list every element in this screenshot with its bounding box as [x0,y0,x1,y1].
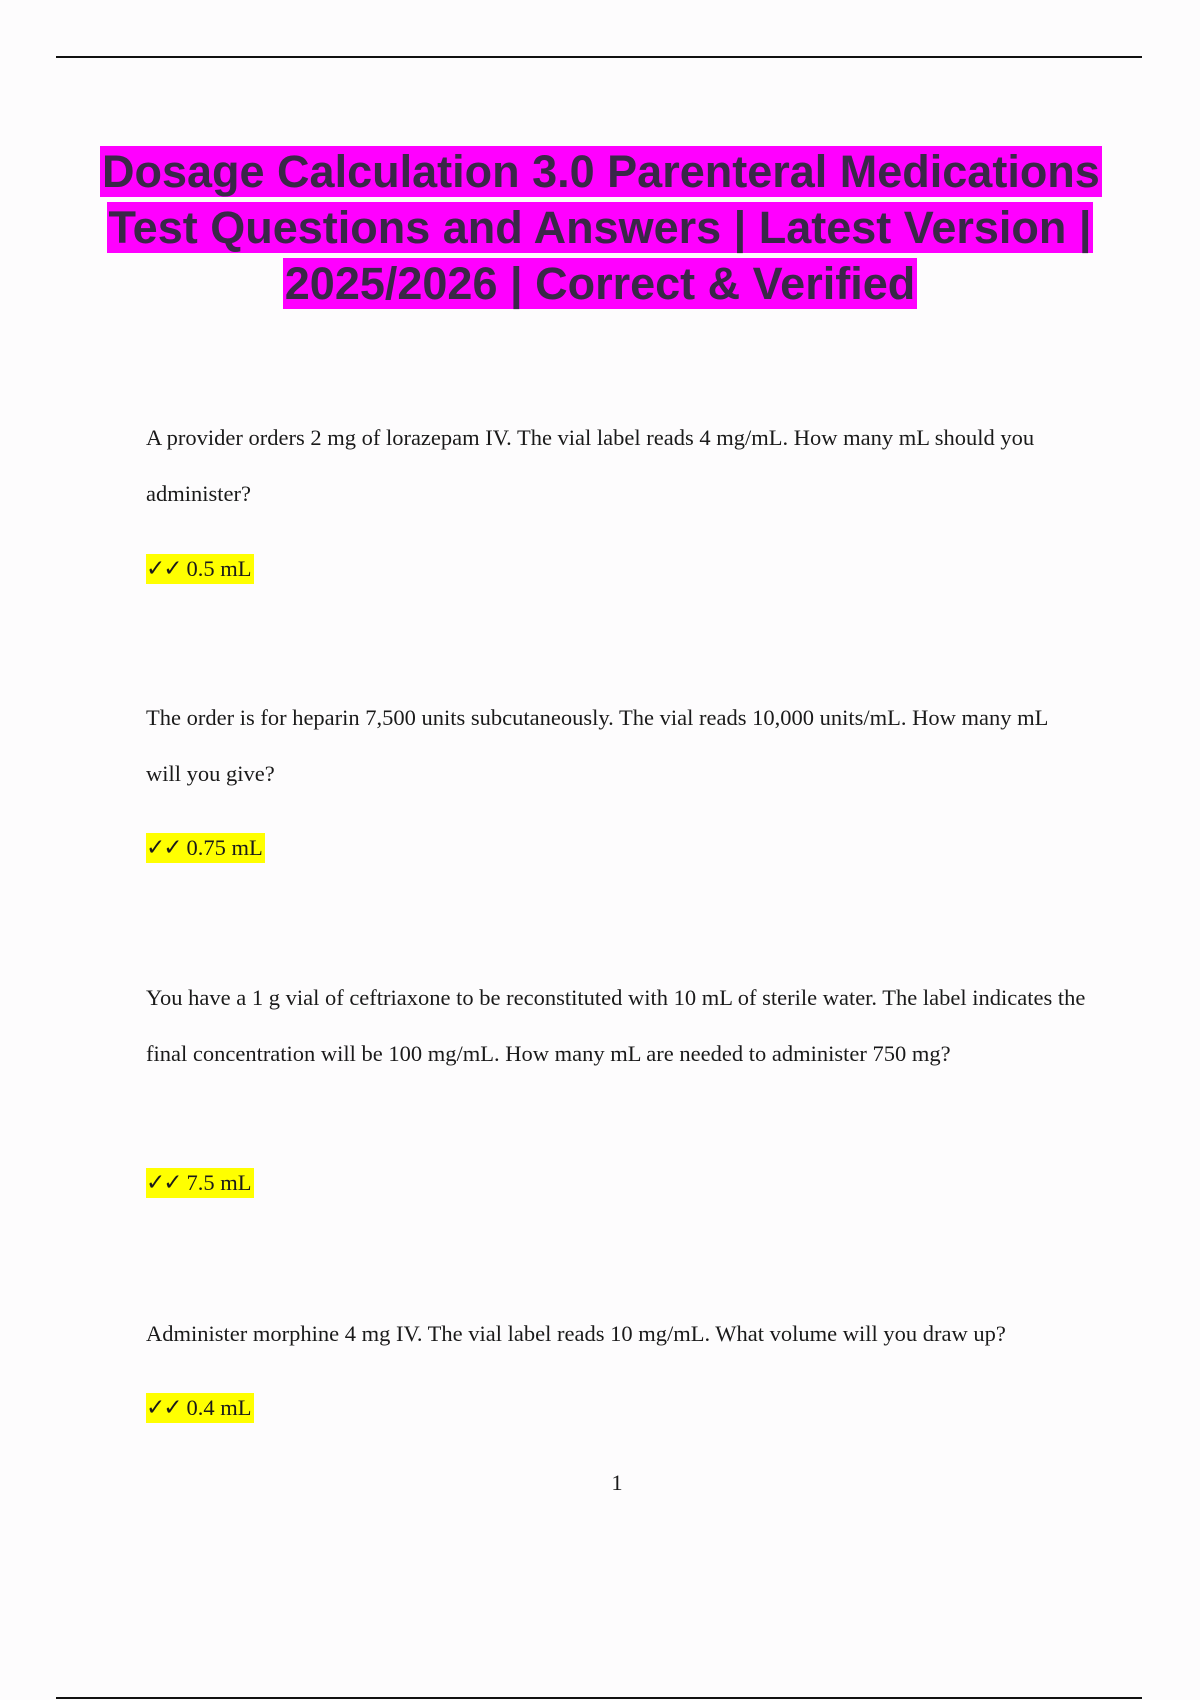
header-rule [56,56,1142,58]
answer-text: 7.5 mL [186,1170,252,1195]
answer-highlight [146,1393,254,1423]
title-highlight: Dosage Calculation 3.0 Parenteral Medications Test Questions and Answers | Latest Version | 2025/2026 | Correct & Verified [102,146,1100,309]
question-text: You have a 1 g vial of ceftriaxone to be reconstituted with 10 mL of sterile water. The label indicates the final concentration will be 100 mg/mL. How many mL are needed to administer 750 mg? [146,985,1086,1066]
question-text: Administer morphine 4 mg IV. The vial label reads 10 mg/mL. What volume will you draw up? [146,1321,1006,1346]
footer-rule [56,1697,1142,1699]
answer-text: 0.4 mL [186,1395,252,1420]
question-text: The order is for heparin 7,500 units subcutaneously. The vial reads 10,000 units/mL. How many mL will you give? [146,705,1048,786]
double-check-icon: ✓✓ [146,1395,181,1421]
qa-item-1 [146,410,1086,582]
qa-item-2 [146,690,1086,861]
qa-item-3 [146,970,1086,1196]
answer-line [146,1393,254,1423]
answer-highlight [146,1168,254,1198]
answer-line [146,833,265,863]
page-number: 1 [611,1470,623,1495]
answer-highlight [146,554,254,584]
answer-line [146,554,254,584]
double-check-icon: ✓✓ [146,556,181,582]
answer-highlight [146,833,265,863]
answer-line [146,1168,254,1198]
answer-text: 0.5 mL [186,556,252,581]
double-check-icon: ✓✓ [146,835,181,861]
qa-item-4 [146,1306,1086,1421]
question-text: A provider orders 2 mg of lorazepam IV. The vial label reads 4 mg/mL. How many mL should you administer? [146,425,1035,506]
document-title [100,144,1100,312]
double-check-icon: ✓✓ [146,1170,181,1196]
answer-text: 0.75 mL [186,835,263,860]
